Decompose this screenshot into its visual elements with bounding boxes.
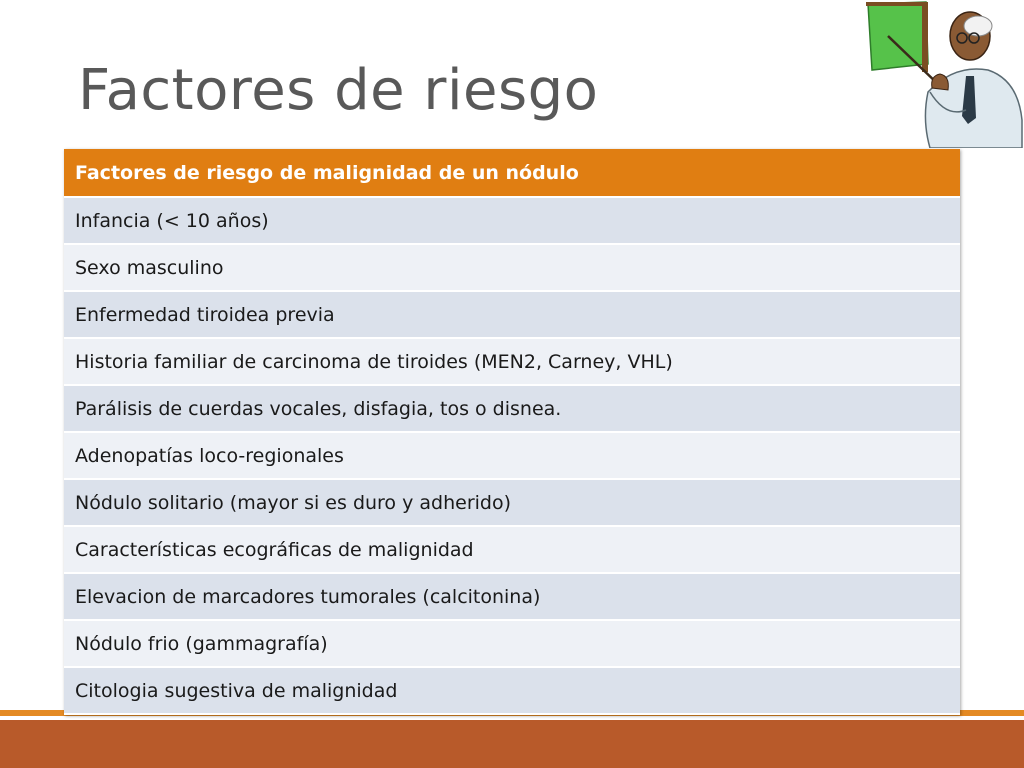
table-header: Factores de riesgo de malignidad de un nódulo	[64, 149, 960, 197]
footer-band	[0, 720, 1024, 768]
table-row: Características ecográficas de malignidad	[64, 526, 960, 573]
table-row: Nódulo solitario (mayor si es duro y adherido)	[64, 479, 960, 526]
table-row: Historia familiar de carcinoma de tiroides (MEN2, Carney, VHL)	[64, 338, 960, 385]
table-row: Infancia (< 10 años)	[64, 197, 960, 244]
table-row: Citologia sugestiva de malignidad	[64, 667, 960, 714]
table-row: Enfermedad tiroidea previa	[64, 291, 960, 338]
table-row: Parálisis de cuerdas vocales, disfagia, tos o disnea.	[64, 385, 960, 432]
table-row: Nódulo frio (gammagrafía)	[64, 620, 960, 667]
table-row: Elevacion de marcadores tumorales (calcitonina)	[64, 573, 960, 620]
table-row: Sexo masculino	[64, 244, 960, 291]
table-row: Adenopatías loco-regionales	[64, 432, 960, 479]
risk-factors-table	[64, 149, 960, 715]
slide-title: Factores de riesgo	[78, 58, 599, 123]
presenter-with-pointer-icon	[858, 0, 1024, 148]
